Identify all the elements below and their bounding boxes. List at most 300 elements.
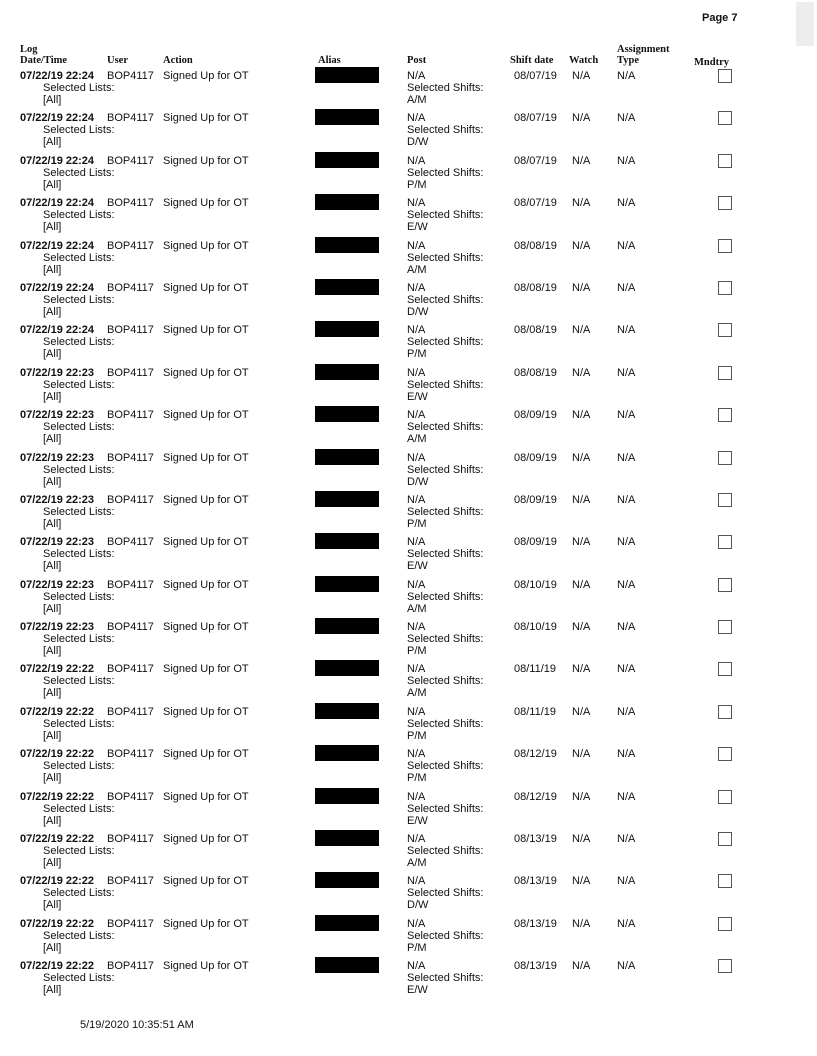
selected-shifts-value: D/W bbox=[407, 136, 429, 149]
row-watch: N/A bbox=[572, 833, 591, 846]
selected-lists-value: [All] bbox=[43, 560, 62, 573]
row-action: Signed Up for OT bbox=[163, 409, 249, 422]
row-watch: N/A bbox=[572, 324, 591, 337]
selected-shifts-value: P/M bbox=[407, 517, 427, 530]
row-assignment-type: N/A bbox=[617, 621, 636, 634]
row-shift-date: 08/07/19 bbox=[514, 112, 557, 125]
row-action: Signed Up for OT bbox=[163, 960, 249, 973]
mandatory-checkbox[interactable] bbox=[718, 239, 732, 253]
header-watch: Watch bbox=[569, 55, 599, 66]
row-post: N/A bbox=[407, 451, 426, 464]
selected-shifts-value: D/W bbox=[407, 475, 429, 488]
selected-lists-value: [All] bbox=[43, 645, 62, 658]
print-timestamp: 5/19/2020 10:35:51 AM bbox=[80, 1019, 194, 1031]
row-datetime: 07/22/19 22:24 bbox=[20, 281, 95, 294]
selected-lists-value: [All] bbox=[43, 772, 62, 785]
table-row bbox=[0, 833, 817, 875]
row-user: BOP4117 bbox=[107, 705, 154, 718]
redacted-alias bbox=[315, 364, 379, 380]
mandatory-checkbox[interactable] bbox=[718, 620, 732, 634]
scan-artifact bbox=[796, 2, 814, 46]
selected-lists-label: Selected Lists: bbox=[43, 251, 115, 264]
row-datetime: 07/22/19 22:24 bbox=[20, 112, 95, 125]
selected-shifts-value: P/M bbox=[407, 941, 427, 954]
row-watch: N/A bbox=[572, 621, 591, 634]
row-watch: N/A bbox=[572, 917, 591, 930]
row-assignment-type: N/A bbox=[617, 536, 636, 549]
selected-lists-value: [All] bbox=[43, 517, 62, 530]
selected-shifts-label: Selected Shifts: bbox=[407, 378, 484, 391]
row-user: BOP4117 bbox=[107, 578, 154, 591]
row-action: Signed Up for OT bbox=[163, 621, 249, 634]
row-datetime: 07/22/19 22:24 bbox=[20, 239, 95, 252]
row-assignment-type: N/A bbox=[617, 154, 636, 167]
table-row bbox=[0, 875, 817, 917]
selected-lists-value: [All] bbox=[43, 475, 62, 488]
row-assignment-type: N/A bbox=[617, 705, 636, 718]
selected-shifts-label: Selected Shifts: bbox=[407, 463, 484, 476]
selected-shifts-value: A/M bbox=[407, 433, 427, 446]
row-watch: N/A bbox=[572, 536, 591, 549]
selected-shifts-label: Selected Shifts: bbox=[407, 548, 484, 561]
row-shift-date: 08/13/19 bbox=[514, 960, 557, 973]
redacted-alias bbox=[315, 237, 379, 253]
row-post: N/A bbox=[407, 197, 426, 210]
selected-lists-value: [All] bbox=[43, 348, 62, 361]
mandatory-checkbox[interactable] bbox=[718, 408, 732, 422]
selected-lists-value: [All] bbox=[43, 136, 62, 149]
row-shift-date: 08/09/19 bbox=[514, 451, 557, 464]
row-user: BOP4117 bbox=[107, 451, 154, 464]
mandatory-checkbox[interactable] bbox=[718, 111, 732, 125]
selected-shifts-label: Selected Shifts: bbox=[407, 675, 484, 688]
row-assignment-type: N/A bbox=[617, 70, 636, 82]
selected-lists-label: Selected Lists: bbox=[43, 802, 115, 815]
row-user: BOP4117 bbox=[107, 960, 154, 973]
row-datetime: 07/22/19 22:23 bbox=[20, 578, 95, 591]
selected-shifts-value: A/M bbox=[407, 602, 427, 615]
selected-shifts-label: Selected Shifts: bbox=[407, 166, 484, 179]
selected-shifts-value: E/W bbox=[407, 390, 428, 403]
row-shift-date: 08/12/19 bbox=[514, 748, 557, 761]
selected-shifts-value: D/W bbox=[407, 899, 429, 912]
row-user: BOP4117 bbox=[107, 112, 154, 125]
selected-shifts-label: Selected Shifts: bbox=[407, 82, 484, 94]
redacted-alias bbox=[315, 449, 379, 465]
row-watch: N/A bbox=[572, 748, 591, 761]
row-datetime: 07/22/19 22:23 bbox=[20, 409, 95, 422]
row-post: N/A bbox=[407, 281, 426, 294]
header-shift-date: Shift date bbox=[510, 55, 554, 66]
table-row bbox=[0, 748, 817, 790]
row-post: N/A bbox=[407, 578, 426, 591]
row-action: Signed Up for OT bbox=[163, 324, 249, 337]
mandatory-checkbox[interactable] bbox=[718, 790, 732, 804]
row-datetime: 07/22/19 22:22 bbox=[20, 790, 95, 803]
row-watch: N/A bbox=[572, 663, 591, 676]
table-row bbox=[0, 324, 817, 366]
row-assignment-type: N/A bbox=[617, 663, 636, 676]
redacted-alias bbox=[315, 533, 379, 549]
row-watch: N/A bbox=[572, 281, 591, 294]
row-datetime: 07/22/19 22:24 bbox=[20, 70, 95, 82]
row-post: N/A bbox=[407, 366, 426, 379]
row-assignment-type: N/A bbox=[617, 197, 636, 210]
redacted-alias bbox=[315, 872, 379, 888]
selected-shifts-label: Selected Shifts: bbox=[407, 633, 484, 646]
row-datetime: 07/22/19 22:24 bbox=[20, 324, 95, 337]
table-row bbox=[0, 579, 817, 621]
row-assignment-type: N/A bbox=[617, 409, 636, 422]
row-user: BOP4117 bbox=[107, 663, 154, 676]
row-datetime: 07/22/19 22:22 bbox=[20, 833, 95, 846]
row-datetime: 07/22/19 22:23 bbox=[20, 621, 95, 634]
selected-lists-label: Selected Lists: bbox=[43, 633, 115, 646]
selected-shifts-value: A/M bbox=[407, 263, 427, 276]
redacted-alias bbox=[315, 491, 379, 507]
selected-shifts-value: D/W bbox=[407, 305, 429, 318]
row-action: Signed Up for OT bbox=[163, 70, 249, 82]
row-shift-date: 08/11/19 bbox=[514, 705, 557, 718]
row-assignment-type: N/A bbox=[617, 960, 636, 973]
row-shift-date: 08/08/19 bbox=[514, 366, 557, 379]
redacted-alias bbox=[315, 109, 379, 125]
row-post: N/A bbox=[407, 960, 426, 973]
row-post: N/A bbox=[407, 112, 426, 125]
selected-lists-label: Selected Lists: bbox=[43, 972, 115, 985]
selected-shifts-value: P/M bbox=[407, 772, 427, 785]
table-row bbox=[0, 367, 817, 409]
selected-shifts-label: Selected Shifts: bbox=[407, 760, 484, 773]
mandatory-checkbox[interactable] bbox=[718, 196, 732, 210]
selected-shifts-value: A/M bbox=[407, 687, 427, 700]
selected-lists-label: Selected Lists: bbox=[43, 590, 115, 603]
row-post: N/A bbox=[407, 790, 426, 803]
mandatory-checkbox[interactable] bbox=[718, 959, 732, 973]
mandatory-checkbox[interactable] bbox=[718, 69, 732, 83]
row-datetime: 07/22/19 22:22 bbox=[20, 960, 95, 973]
selected-shifts-value: P/M bbox=[407, 348, 427, 361]
row-user: BOP4117 bbox=[107, 281, 154, 294]
mandatory-checkbox[interactable] bbox=[718, 535, 732, 549]
selected-lists-label: Selected Lists: bbox=[43, 548, 115, 561]
row-action: Signed Up for OT bbox=[163, 705, 249, 718]
selected-shifts-label: Selected Shifts: bbox=[407, 505, 484, 518]
row-watch: N/A bbox=[572, 493, 591, 506]
row-post: N/A bbox=[407, 536, 426, 549]
selected-lists-label: Selected Lists: bbox=[43, 887, 115, 900]
header-log: Log bbox=[20, 44, 38, 55]
redacted-alias bbox=[315, 915, 379, 931]
row-datetime: 07/22/19 22:23 bbox=[20, 451, 95, 464]
selected-shifts-value: A/M bbox=[407, 857, 427, 870]
selected-shifts-label: Selected Shifts: bbox=[407, 590, 484, 603]
row-post: N/A bbox=[407, 154, 426, 167]
row-user: BOP4117 bbox=[107, 154, 154, 167]
row-assignment-type: N/A bbox=[617, 493, 636, 506]
row-assignment-type: N/A bbox=[617, 917, 636, 930]
row-assignment-type: N/A bbox=[617, 324, 636, 337]
row-datetime: 07/22/19 22:22 bbox=[20, 875, 95, 888]
table-row bbox=[0, 409, 817, 451]
row-watch: N/A bbox=[572, 451, 591, 464]
selected-shifts-label: Selected Shifts: bbox=[407, 293, 484, 306]
mandatory-checkbox[interactable] bbox=[718, 281, 732, 295]
table-row bbox=[0, 155, 817, 197]
table-row bbox=[0, 197, 817, 239]
redacted-alias bbox=[315, 194, 379, 210]
row-user: BOP4117 bbox=[107, 748, 154, 761]
row-action: Signed Up for OT bbox=[163, 536, 249, 549]
row-user: BOP4117 bbox=[107, 239, 154, 252]
row-datetime: 07/22/19 22:23 bbox=[20, 366, 95, 379]
row-post: N/A bbox=[407, 875, 426, 888]
header-post: Post bbox=[407, 55, 427, 66]
header-assignment: Assignment bbox=[617, 44, 670, 55]
row-action: Signed Up for OT bbox=[163, 366, 249, 379]
selected-lists-value: [All] bbox=[43, 305, 62, 318]
row-user: BOP4117 bbox=[107, 409, 154, 422]
selected-shifts-value: P/M bbox=[407, 178, 427, 191]
row-watch: N/A bbox=[572, 366, 591, 379]
table-row bbox=[0, 494, 817, 536]
selected-shifts-label: Selected Shifts: bbox=[407, 717, 484, 730]
table-row bbox=[0, 112, 817, 154]
row-shift-date: 08/13/19 bbox=[514, 875, 557, 888]
mandatory-checkbox[interactable] bbox=[718, 323, 732, 337]
row-shift-date: 08/13/19 bbox=[514, 917, 557, 930]
row-user: BOP4117 bbox=[107, 790, 154, 803]
row-post: N/A bbox=[407, 833, 426, 846]
table-row bbox=[0, 960, 817, 1002]
mandatory-checkbox[interactable] bbox=[718, 493, 732, 507]
selected-lists-label: Selected Lists: bbox=[43, 166, 115, 179]
row-assignment-type: N/A bbox=[617, 112, 636, 125]
row-post: N/A bbox=[407, 239, 426, 252]
mandatory-checkbox[interactable] bbox=[718, 366, 732, 380]
selected-lists-value: [All] bbox=[43, 433, 62, 446]
row-post: N/A bbox=[407, 705, 426, 718]
row-shift-date: 08/07/19 bbox=[514, 197, 557, 210]
redacted-alias bbox=[315, 745, 379, 761]
row-user: BOP4117 bbox=[107, 536, 154, 549]
table-row bbox=[0, 240, 817, 282]
row-user: BOP4117 bbox=[107, 621, 154, 634]
selected-lists-label: Selected Lists: bbox=[43, 209, 115, 222]
row-action: Signed Up for OT bbox=[163, 917, 249, 930]
selected-lists-value: [All] bbox=[43, 899, 62, 912]
row-post: N/A bbox=[407, 409, 426, 422]
row-datetime: 07/22/19 22:22 bbox=[20, 748, 95, 761]
row-shift-date: 08/08/19 bbox=[514, 281, 557, 294]
row-watch: N/A bbox=[572, 875, 591, 888]
row-assignment-type: N/A bbox=[617, 366, 636, 379]
row-user: BOP4117 bbox=[107, 324, 154, 337]
mandatory-checkbox[interactable] bbox=[718, 747, 732, 761]
selected-shifts-label: Selected Shifts: bbox=[407, 209, 484, 222]
redacted-alias bbox=[315, 321, 379, 337]
row-watch: N/A bbox=[572, 154, 591, 167]
selected-lists-value: [All] bbox=[43, 984, 62, 997]
mandatory-checkbox[interactable] bbox=[718, 705, 732, 719]
row-assignment-type: N/A bbox=[617, 790, 636, 803]
selected-lists-value: [All] bbox=[43, 857, 62, 870]
page-number: Page 7 bbox=[702, 12, 738, 24]
row-watch: N/A bbox=[572, 409, 591, 422]
selected-lists-label: Selected Lists: bbox=[43, 675, 115, 688]
row-user: BOP4117 bbox=[107, 493, 154, 506]
row-watch: N/A bbox=[572, 705, 591, 718]
selected-shifts-value: A/M bbox=[407, 94, 427, 106]
selected-lists-value: [All] bbox=[43, 687, 62, 700]
selected-shifts-label: Selected Shifts: bbox=[407, 124, 484, 137]
redacted-alias bbox=[315, 576, 379, 592]
header-action: Action bbox=[163, 55, 193, 66]
row-action: Signed Up for OT bbox=[163, 833, 249, 846]
redacted-alias bbox=[315, 957, 379, 973]
row-watch: N/A bbox=[572, 960, 591, 973]
row-post: N/A bbox=[407, 70, 426, 82]
row-shift-date: 08/07/19 bbox=[514, 70, 557, 82]
table-row bbox=[0, 70, 817, 112]
row-shift-date: 08/10/19 bbox=[514, 621, 557, 634]
selected-shifts-value: E/W bbox=[407, 814, 428, 827]
selected-lists-value: [All] bbox=[43, 941, 62, 954]
selected-lists-value: [All] bbox=[43, 221, 62, 234]
redacted-alias bbox=[315, 406, 379, 422]
row-action: Signed Up for OT bbox=[163, 451, 249, 464]
selected-shifts-value: P/M bbox=[407, 729, 427, 742]
row-watch: N/A bbox=[572, 239, 591, 252]
table-row bbox=[0, 621, 817, 663]
row-shift-date: 08/11/19 bbox=[514, 663, 557, 676]
row-post: N/A bbox=[407, 621, 426, 634]
row-watch: N/A bbox=[572, 197, 591, 210]
row-datetime: 07/22/19 22:24 bbox=[20, 154, 95, 167]
redacted-alias bbox=[315, 152, 379, 168]
row-shift-date: 08/09/19 bbox=[514, 493, 557, 506]
selected-lists-label: Selected Lists: bbox=[43, 421, 115, 434]
row-user: BOP4117 bbox=[107, 197, 154, 210]
row-datetime: 07/22/19 22:22 bbox=[20, 663, 95, 676]
selected-lists-label: Selected Lists: bbox=[43, 845, 115, 858]
row-assignment-type: N/A bbox=[617, 578, 636, 591]
row-action: Signed Up for OT bbox=[163, 578, 249, 591]
row-action: Signed Up for OT bbox=[163, 875, 249, 888]
selected-lists-label: Selected Lists: bbox=[43, 463, 115, 476]
row-action: Signed Up for OT bbox=[163, 197, 249, 210]
header-mndtry: Mndtry bbox=[694, 57, 729, 68]
row-datetime: 07/22/19 22:23 bbox=[20, 536, 95, 549]
header-type: Type bbox=[617, 55, 639, 66]
row-watch: N/A bbox=[572, 70, 591, 82]
row-shift-date: 08/08/19 bbox=[514, 239, 557, 252]
row-watch: N/A bbox=[572, 790, 591, 803]
selected-lists-value: [All] bbox=[43, 390, 62, 403]
row-action: Signed Up for OT bbox=[163, 663, 249, 676]
selected-lists-value: [All] bbox=[43, 94, 62, 106]
redacted-alias bbox=[315, 660, 379, 676]
log-table-body bbox=[0, 70, 817, 1003]
mandatory-checkbox[interactable] bbox=[718, 832, 732, 846]
selected-shifts-label: Selected Shifts: bbox=[407, 802, 484, 815]
mandatory-checkbox[interactable] bbox=[718, 154, 732, 168]
mandatory-checkbox[interactable] bbox=[718, 874, 732, 888]
selected-shifts-label: Selected Shifts: bbox=[407, 336, 484, 349]
row-user: BOP4117 bbox=[107, 366, 154, 379]
row-post: N/A bbox=[407, 917, 426, 930]
selected-shifts-value: E/W bbox=[407, 560, 428, 573]
mandatory-checkbox[interactable] bbox=[718, 917, 732, 931]
redacted-alias bbox=[315, 830, 379, 846]
mandatory-checkbox[interactable] bbox=[718, 662, 732, 676]
selected-lists-value: [All] bbox=[43, 263, 62, 276]
selected-lists-label: Selected Lists: bbox=[43, 336, 115, 349]
row-datetime: 07/22/19 22:22 bbox=[20, 917, 95, 930]
table-row bbox=[0, 706, 817, 748]
selected-lists-label: Selected Lists: bbox=[43, 505, 115, 518]
header-alias: Alias bbox=[318, 55, 341, 66]
selected-shifts-label: Selected Shifts: bbox=[407, 845, 484, 858]
selected-lists-label: Selected Lists: bbox=[43, 929, 115, 942]
row-datetime: 07/22/19 22:23 bbox=[20, 493, 95, 506]
mandatory-checkbox[interactable] bbox=[718, 451, 732, 465]
redacted-alias bbox=[315, 67, 379, 83]
mandatory-checkbox[interactable] bbox=[718, 578, 732, 592]
selected-lists-value: [All] bbox=[43, 729, 62, 742]
selected-lists-label: Selected Lists: bbox=[43, 760, 115, 773]
header-datetime: Date/Time bbox=[20, 55, 68, 66]
selected-lists-label: Selected Lists: bbox=[43, 717, 115, 730]
row-watch: N/A bbox=[572, 112, 591, 125]
row-post: N/A bbox=[407, 493, 426, 506]
row-assignment-type: N/A bbox=[617, 451, 636, 464]
row-action: Signed Up for OT bbox=[163, 281, 249, 294]
row-post: N/A bbox=[407, 324, 426, 337]
redacted-alias bbox=[315, 703, 379, 719]
selected-shifts-label: Selected Shifts: bbox=[407, 251, 484, 264]
row-shift-date: 08/13/19 bbox=[514, 833, 557, 846]
row-action: Signed Up for OT bbox=[163, 154, 249, 167]
selected-shifts-value: E/W bbox=[407, 221, 428, 234]
row-watch: N/A bbox=[572, 578, 591, 591]
row-shift-date: 08/07/19 bbox=[514, 154, 557, 167]
row-shift-date: 08/09/19 bbox=[514, 536, 557, 549]
selected-lists-label: Selected Lists: bbox=[43, 378, 115, 391]
redacted-alias bbox=[315, 279, 379, 295]
table-row bbox=[0, 452, 817, 494]
row-assignment-type: N/A bbox=[617, 875, 636, 888]
row-action: Signed Up for OT bbox=[163, 112, 249, 125]
redacted-alias bbox=[315, 788, 379, 804]
row-action: Signed Up for OT bbox=[163, 748, 249, 761]
selected-shifts-label: Selected Shifts: bbox=[407, 421, 484, 434]
table-row bbox=[0, 791, 817, 833]
selected-shifts-value: E/W bbox=[407, 984, 428, 997]
selected-lists-value: [All] bbox=[43, 602, 62, 615]
selected-shifts-label: Selected Shifts: bbox=[407, 887, 484, 900]
row-user: BOP4117 bbox=[107, 70, 154, 82]
row-action: Signed Up for OT bbox=[163, 790, 249, 803]
row-shift-date: 08/10/19 bbox=[514, 578, 557, 591]
table-row bbox=[0, 282, 817, 324]
selected-lists-value: [All] bbox=[43, 814, 62, 827]
row-user: BOP4117 bbox=[107, 875, 154, 888]
row-assignment-type: N/A bbox=[617, 833, 636, 846]
row-assignment-type: N/A bbox=[617, 748, 636, 761]
table-row bbox=[0, 663, 817, 705]
table-row bbox=[0, 918, 817, 960]
